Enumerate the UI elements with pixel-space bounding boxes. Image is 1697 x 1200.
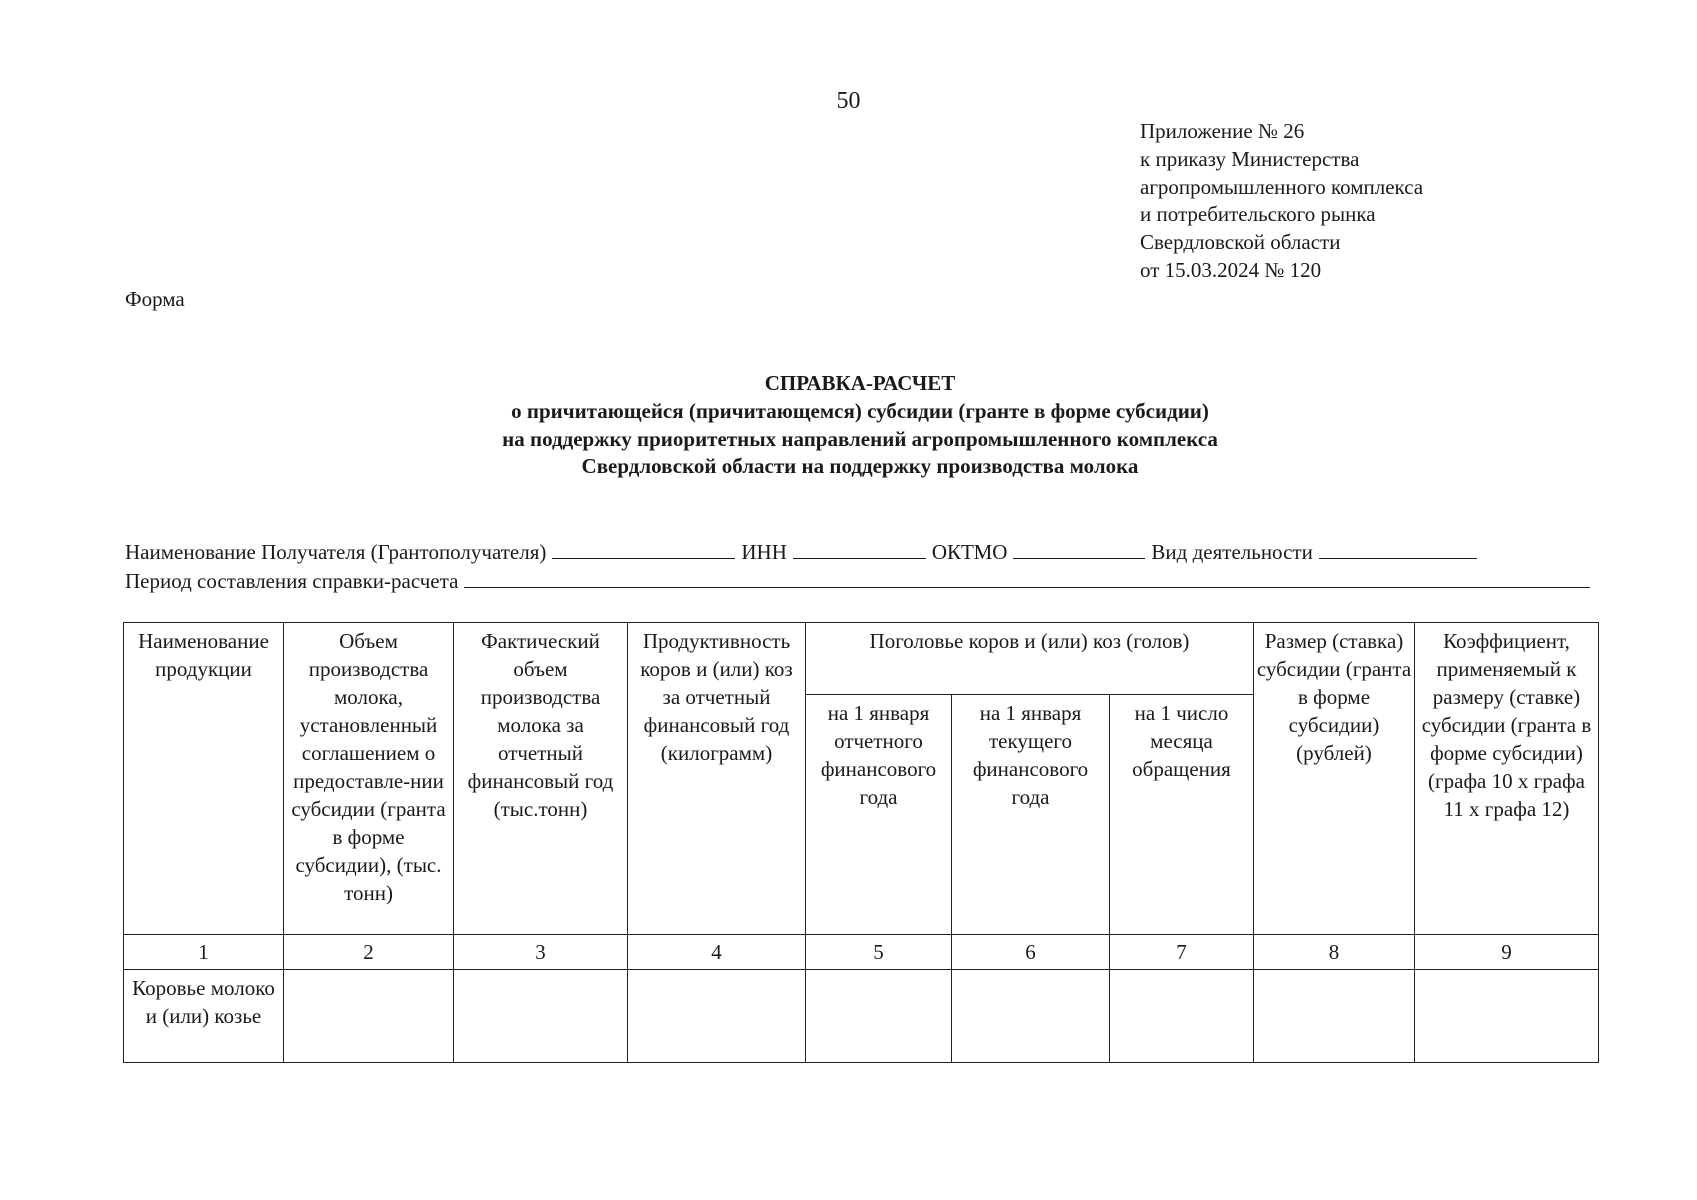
appendix-header [1140,118,1423,285]
column-number: 6 [952,935,1110,970]
activity-blank[interactable] [1319,557,1477,559]
page-number: 50 [836,88,861,114]
data-cell[interactable] [952,970,1110,1063]
appendix-line: Свердловской области [1140,230,1341,255]
recipient-row [125,538,1590,567]
data-cell[interactable] [454,970,628,1063]
data-cell[interactable] [1110,970,1254,1063]
table-row [124,970,1599,1063]
column-number: 7 [1110,935,1254,970]
column-number: 9 [1415,935,1599,970]
header-coefficient: Коэффициент, применяемый к размеру (ставке) субсидии (гранта в форме субсидии) (графа 10 x графа 11 x графа 12) [1415,623,1599,935]
column-number: 2 [284,935,454,970]
title-main: СПРАВКА-РАСЧЕТ [764,371,956,395]
calculation-table [123,622,1599,1063]
data-cell[interactable] [806,970,952,1063]
data-cell[interactable] [1415,970,1599,1063]
header-product: Наименование продукции [124,623,284,935]
inn-label: ИНН [741,540,787,564]
column-number: 1 [124,935,284,970]
header-jan-reporting: на 1 января отчетного финансового года [806,695,952,935]
oktmo-label: ОКТМО [931,540,1008,564]
header-livestock-group: Поголовье коров и (или) коз (голов) [806,623,1254,695]
product-name-cell: Коровье молоко и (или) козье [124,970,284,1063]
header-subsidy-rate: Размер (ставка) субсидии (гранта в форме субсидии) (рублей) [1254,623,1415,935]
recipient-fields [125,538,1590,596]
activity-label: Вид деятельности [1151,540,1313,564]
period-label: Период составления справки-расчета [125,569,459,593]
header-month-first: на 1 число месяца обращения [1110,695,1254,935]
period-row [125,567,1590,596]
title-line: на поддержку приоритетных направлений агропромышленного комплекса [502,426,1218,451]
appendix-line: агропромышленного комплекса [1140,174,1424,199]
header-planned-volume: Объем производства молока, установленный соглашением о предоставле-нии субсидии (гранта в форме субсидии), (тыс. тонн) [284,623,454,935]
inn-blank[interactable] [793,557,926,559]
column-number-row [124,935,1599,970]
period-blank[interactable] [464,586,1590,588]
header-productivity: Продуктивность коров и (или) коз за отчетный финансовый год (килограмм) [628,623,806,935]
appendix-line: и потребительского рынка [1140,202,1376,227]
form-label: Форма [125,287,185,311]
header-jan-current: на 1 января текущего финансового года [952,695,1110,935]
header-row [124,623,1599,695]
appendix-line: от 15.03.2024 № 120 [1140,257,1322,282]
column-number: 3 [454,935,628,970]
oktmo-blank[interactable] [1013,557,1145,559]
title-line: о причитающейся (причитающемся) субсидии (гранте в форме субсидии) [511,398,1209,423]
data-cell[interactable] [628,970,806,1063]
data-cell[interactable] [1254,970,1415,1063]
recipient-label: Наименование Получателя (Грантополучателя) [125,540,547,564]
recipient-blank[interactable] [552,557,735,559]
column-number: 4 [628,935,806,970]
data-cell[interactable] [284,970,454,1063]
header-actual-volume: Фактический объем производства молока за отчетный финансовый год (тыс.тонн) [454,623,628,935]
column-number: 8 [1254,935,1415,970]
document-title [0,370,1697,481]
title-line: Свердловской области на поддержку производства молока [581,454,1139,479]
column-number: 5 [806,935,952,970]
appendix-line: к приказу Министерства [1140,146,1360,171]
appendix-line: Приложение № 26 [1140,119,1305,143]
